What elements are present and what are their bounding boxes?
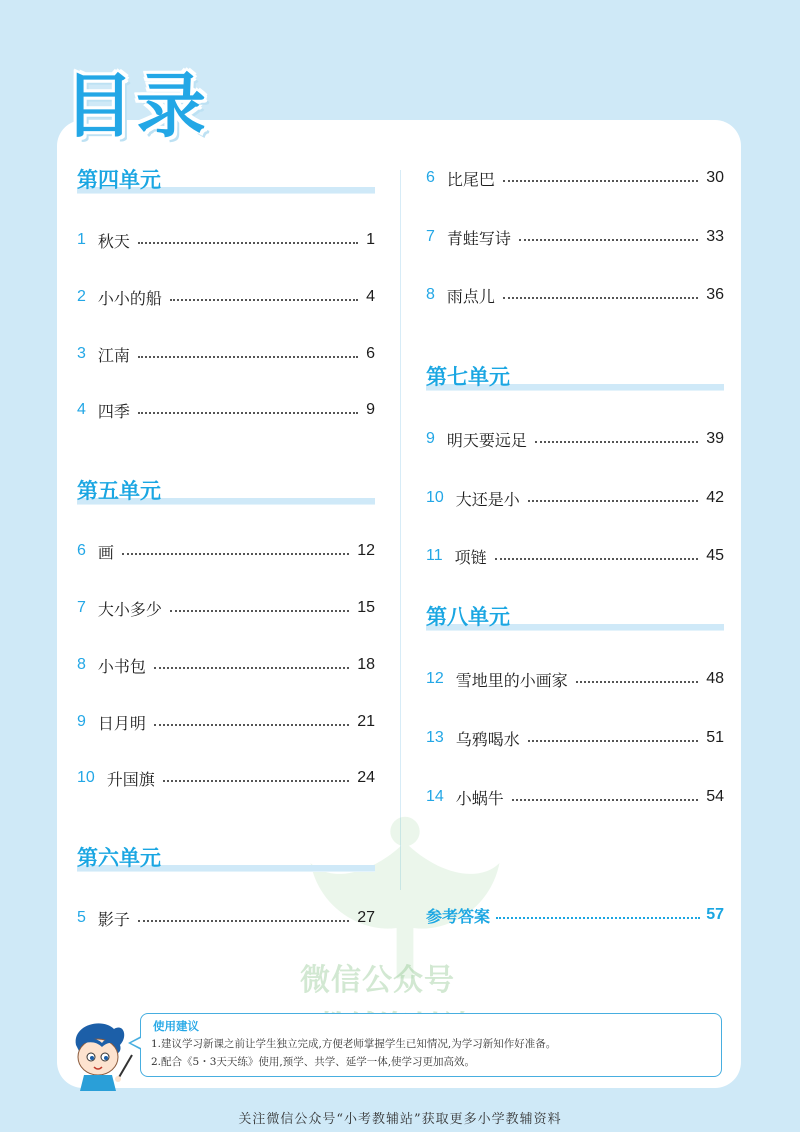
lesson-number: 5 [77,909,86,926]
lesson-name: 秋天 [97,231,130,251]
lesson-name: 大小多少 [97,599,162,619]
page-number: 30 [706,169,724,186]
lesson-name: 日月明 [97,713,146,733]
lesson-name: 雨点儿 [446,286,495,306]
lesson-name: 四季 [97,401,130,421]
dot-leader [576,681,698,683]
dot-leader [138,920,349,922]
unit-title: 第八单元 [426,604,510,629]
toc-entry[interactable] [77,766,375,790]
dot-leader [122,553,349,555]
lesson-number: 9 [77,713,86,730]
dot-leader [495,558,699,560]
dot-leader [138,356,358,358]
lesson-number: 10 [77,769,95,786]
footer-note: 关注微信公众号“小考教辅站”获取更多小学教辅资料 [238,1112,562,1127]
dot-leader [170,299,358,301]
page-number: 1 [366,231,375,248]
page-number: 6 [366,345,375,362]
dot-leader [154,667,349,669]
page-number: 9 [366,401,375,418]
unit-8-heading [426,604,510,630]
toc-entry[interactable] [77,228,375,252]
page-title: 目录 [64,65,208,147]
unit-title: 第五单元 [77,478,161,503]
column-divider [400,170,401,890]
lesson-number: 12 [426,670,444,687]
page-number: 12 [357,542,375,559]
toc-entry[interactable] [426,283,724,307]
page-number: 42 [706,489,724,506]
lesson-number: 7 [77,599,86,616]
toc-entry[interactable] [77,342,375,366]
toc-entry[interactable] [77,906,375,930]
lesson-name: 小书包 [97,656,146,676]
lesson-number: 4 [77,401,86,418]
dot-leader [528,740,698,742]
lesson-name: 雪地里的小画家 [455,670,568,690]
lesson-number: 6 [426,169,435,186]
answer-key-label: 参考答案 [426,906,491,926]
toc-entry[interactable] [426,544,724,568]
page-number: 24 [357,769,375,786]
lesson-name: 比尾巴 [446,169,495,189]
toc-entry[interactable] [426,667,724,691]
lesson-number: 2 [77,288,86,305]
lesson-name: 明天要远足 [446,430,527,450]
dot-leader [503,180,698,182]
lesson-number: 13 [426,729,444,746]
page-title-badge [58,60,228,152]
toc-entry[interactable] [77,596,375,620]
page-number: 54 [706,788,724,805]
lesson-number: 3 [77,345,86,362]
usage-tip-line-2: 2.配合《5・3天天练》使用,预学、共学、延学一体,使学习更加高效。 [151,1056,476,1068]
page-number: 15 [357,599,375,616]
page-number: 27 [357,909,375,926]
lesson-name: 小小的船 [97,288,162,308]
lesson-number: 9 [426,430,435,447]
lesson-name: 升国旗 [106,769,155,789]
toc-entry[interactable] [426,785,724,809]
toc-entry[interactable] [426,726,724,750]
lesson-name: 项链 [454,547,487,567]
lesson-name: 大还是小 [455,489,520,509]
unit-4-heading [77,167,161,193]
dot-leader [519,239,698,241]
page-number: 4 [366,288,375,305]
dot-leader [503,297,698,299]
toc-entry[interactable] [426,427,724,451]
lesson-name: 画 [97,542,114,562]
unit-7-heading [426,364,510,390]
page-number: 33 [706,228,724,245]
toc-entry[interactable] [426,225,724,249]
lesson-number: 7 [426,228,435,245]
lesson-name: 青蛙写诗 [446,228,511,248]
speech-pointer-inner [131,1038,141,1048]
dot-leader [535,441,698,443]
cartoon-teacher-mascot-icon [62,1015,134,1091]
answer-key-page: 57 [706,906,724,923]
lesson-number: 10 [426,489,444,506]
answer-key-entry[interactable] [426,903,724,927]
dot-leader [138,412,358,414]
lesson-number: 6 [77,542,86,559]
toc-entry[interactable] [426,486,724,510]
lesson-name: 影子 [97,909,130,929]
unit-title: 第六单元 [77,845,161,870]
unit-title: 第七单元 [426,364,510,389]
dot-leader [154,724,349,726]
toc-entry[interactable] [77,398,375,422]
dot-leader [496,917,700,919]
lesson-number: 8 [426,286,435,303]
page-number: 18 [357,656,375,673]
unit-5-heading [77,478,161,504]
toc-entry[interactable] [77,285,375,309]
page-number: 36 [706,286,724,303]
toc-entry[interactable] [77,539,375,563]
lesson-name: 小蜗牛 [455,788,504,808]
lesson-name: 江南 [97,345,130,365]
page-number: 21 [357,713,375,730]
watermark-text-line1: 微信公众号 [300,963,455,998]
lesson-number: 8 [77,656,86,673]
usage-tips-box [140,1013,722,1077]
lesson-number: 14 [426,788,444,805]
toc-entry[interactable] [77,653,375,677]
toc-entry[interactable] [77,710,375,734]
unit-6-heading [77,845,161,871]
page-number: 48 [706,670,724,687]
dot-leader [512,799,698,801]
dot-leader [163,780,349,782]
usage-tip-line-1: 1.建议学习新课之前让学生独立完成,方便老师掌握学生已知情况,为学习新知作好准备。 [151,1038,557,1050]
usage-tips-title: 使用建议 [153,1019,199,1033]
dot-leader [170,610,349,612]
lesson-name: 乌鸦喝水 [455,729,520,749]
page-number: 39 [706,430,724,447]
dot-leader [528,500,698,502]
page-number: 45 [706,547,724,564]
page-number: 51 [706,729,724,746]
unit-title: 第四单元 [77,167,161,192]
lesson-number: 1 [77,231,86,248]
toc-entry[interactable] [426,166,724,190]
lesson-number: 11 [426,547,443,564]
dot-leader [138,242,358,244]
